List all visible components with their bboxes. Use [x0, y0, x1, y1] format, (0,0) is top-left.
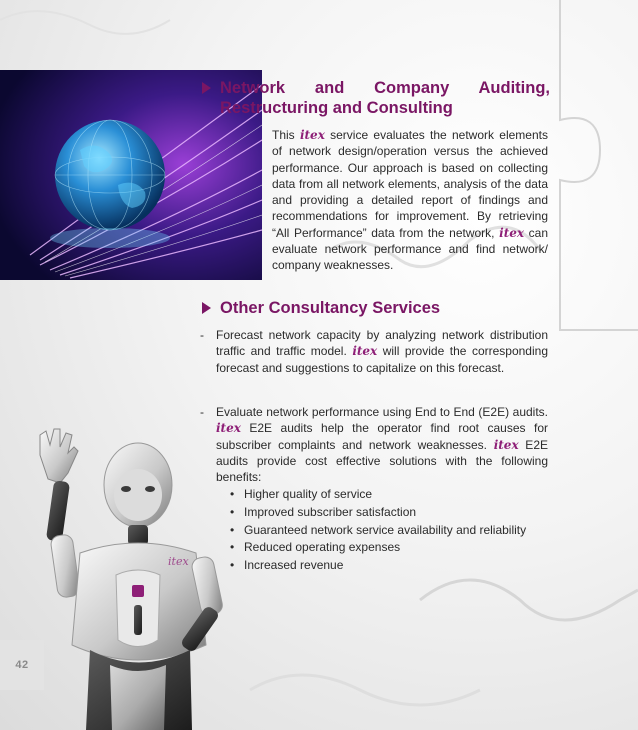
item-text: [216, 327, 548, 376]
brand-logo-text: itex: [499, 225, 525, 240]
bullet-icon: •: [230, 540, 235, 555]
consultancy-item-e2e: [200, 404, 548, 485]
para-text: This: [272, 128, 300, 142]
benefit-text: Reduced operating expenses: [244, 540, 401, 555]
benefits-list: [230, 486, 548, 575]
list-item: [230, 486, 548, 502]
item-text-part: E2E audits provide cost effective solutions with the following benefits:: [216, 437, 548, 485]
para-text: service evaluates the network elements of network design/operation versus the achieved performance. Our approach is based on collecting data from all network elements, analysis of the data and providing a detailed report of findings and recommendations for improvement. By retrieving “All Performance” data from the network,: [272, 128, 548, 240]
svg-text:itex: itex: [168, 555, 189, 568]
item-text-part: will provide the corresponding forecast and suggestions to capitalize on this forecast.: [216, 344, 548, 375]
auditing-paragraph: [272, 127, 548, 274]
bullet-icon: •: [230, 487, 235, 501]
triangle-bullet-icon: [202, 82, 211, 94]
bullet-icon: •: [230, 522, 235, 537]
benefit-text: Guaranteed network service availability and reliability: [244, 522, 527, 537]
dash-marker: -: [200, 328, 204, 342]
list-item: [230, 504, 548, 520]
item-text-part: Forecast network capacity by analyzing network distribution traffic and traffic model.: [216, 328, 548, 359]
item-text-part: E2E audits help the operator find root causes for subscriber complaints and network weaknesses.: [216, 421, 548, 452]
brand-logo-text: itex: [299, 128, 325, 142]
section-heading-text: Network and Company Auditing, Restructuring and Consulting: [220, 79, 550, 117]
section-heading-consultancy: [200, 298, 550, 318]
item-text-part: Evaluate network performance using End to End (E2E) audits.: [216, 405, 548, 419]
benefit-text: Increased revenue: [244, 558, 344, 573]
list-item: [230, 522, 548, 538]
item-text: [216, 404, 548, 485]
page-number: [0, 640, 44, 690]
dash-marker: -: [200, 405, 204, 419]
page-number-text: 42: [15, 659, 29, 671]
bullet-icon: •: [230, 558, 235, 573]
brand-logo-text: itex: [216, 421, 241, 436]
brand-logo-text: itex: [352, 344, 378, 359]
list-item: [230, 557, 548, 573]
brand-logo-text: itex: [493, 437, 519, 452]
consultancy-item-forecast: [200, 327, 548, 376]
benefit-text: Higher quality of service: [244, 487, 373, 501]
bullet-icon: •: [230, 504, 235, 519]
benefit-text: Improved subscriber satisfaction: [244, 504, 417, 519]
triangle-bullet-icon: [202, 302, 211, 314]
para-text: can evaluate network performance and find network/ company weaknesses.: [272, 225, 548, 273]
section-heading-auditing: [200, 78, 550, 118]
list-item: [230, 539, 548, 555]
section-heading-text: Other Consultancy Services: [220, 299, 441, 317]
